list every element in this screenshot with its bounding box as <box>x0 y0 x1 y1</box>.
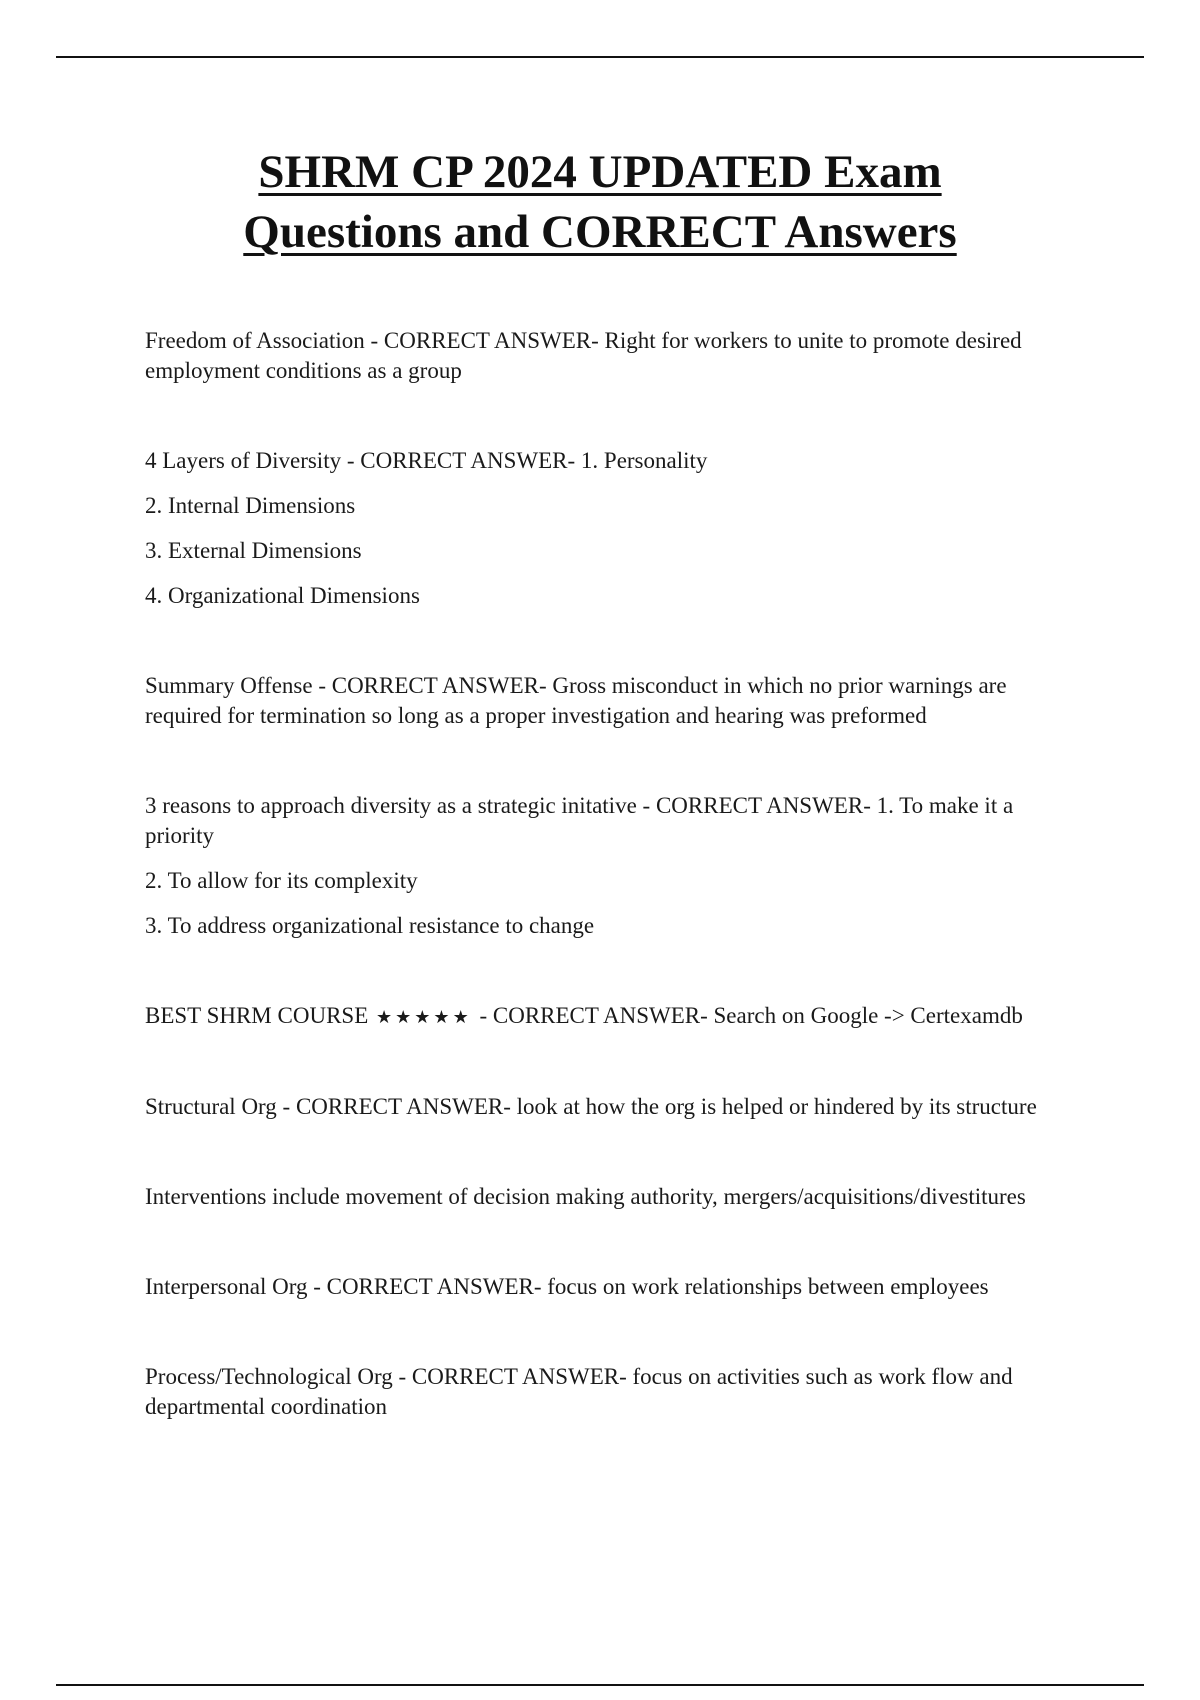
entry-text: Interventions include movement of decision making authority, mergers/acquisitions/divestitures <box>145 1184 1026 1209</box>
top-divider <box>56 56 1144 58</box>
entry-list-item: 2. Internal Dimensions <box>145 493 356 518</box>
entry-list-item: 3. To address organizational resistance to change <box>145 913 595 938</box>
entry-text: Structural Org - CORRECT ANSWER- look at how the org is helped or hindered by its structure <box>145 1094 1037 1119</box>
title-line-1: SHRM CP 2024 UPDATED Exam <box>258 146 942 198</box>
qa-entry-diversity-strategic-initiative <box>145 791 1065 941</box>
entry-text: 3 reasons to approach diversity as a strategic initative - CORRECT ANSWER- 1. To make it a priority <box>145 793 1014 848</box>
entry-text: Freedom of Association - CORRECT ANSWER- Right for workers to unite to promote desired employment conditions as a group <box>145 328 1022 383</box>
promo-suffix: - CORRECT ANSWER- Search on Google -> Certexamdb <box>479 1003 1023 1028</box>
entry-text <box>145 1001 1065 1032</box>
bottom-divider <box>56 1684 1144 1686</box>
entry-text: Interpersonal Org - CORRECT ANSWER- focus on work relationships between employees <box>145 1274 989 1299</box>
title-line-2: Questions and CORRECT Answers <box>243 206 957 258</box>
qa-entry-interpersonal-org <box>145 1272 1065 1302</box>
entry-list-item: 4. Organizational Dimensions <box>145 583 420 608</box>
qa-entry-best-course-promo <box>145 1001 1065 1032</box>
page-title <box>0 142 1200 262</box>
promo-prefix: BEST SHRM COURSE <box>145 1003 369 1028</box>
qa-entry-interventions <box>145 1182 1065 1212</box>
qa-entry-layers-of-diversity <box>145 446 1065 611</box>
star-rating-icon: ★★★★★ <box>376 1007 472 1027</box>
qa-entry-structural-org <box>145 1092 1065 1122</box>
entry-list-item: 2. To allow for its complexity <box>145 868 418 893</box>
entry-text: Process/Technological Org - CORRECT ANSWER- focus on activities such as work flow and departmental coordination <box>145 1364 1013 1419</box>
qa-entry-freedom-of-association <box>145 326 1065 386</box>
entry-text: Summary Offense - CORRECT ANSWER- Gross misconduct in which no prior warnings are required for termination so long as a proper investigation and hearing was preformed <box>145 673 1007 728</box>
qa-entry-summary-offense <box>145 671 1065 731</box>
entry-text: 4 Layers of Diversity - CORRECT ANSWER- 1. Personality <box>145 448 708 473</box>
entry-list-item: 3. External Dimensions <box>145 538 362 563</box>
qa-entry-process-technological-org <box>145 1362 1065 1422</box>
qa-list <box>145 326 1065 1482</box>
